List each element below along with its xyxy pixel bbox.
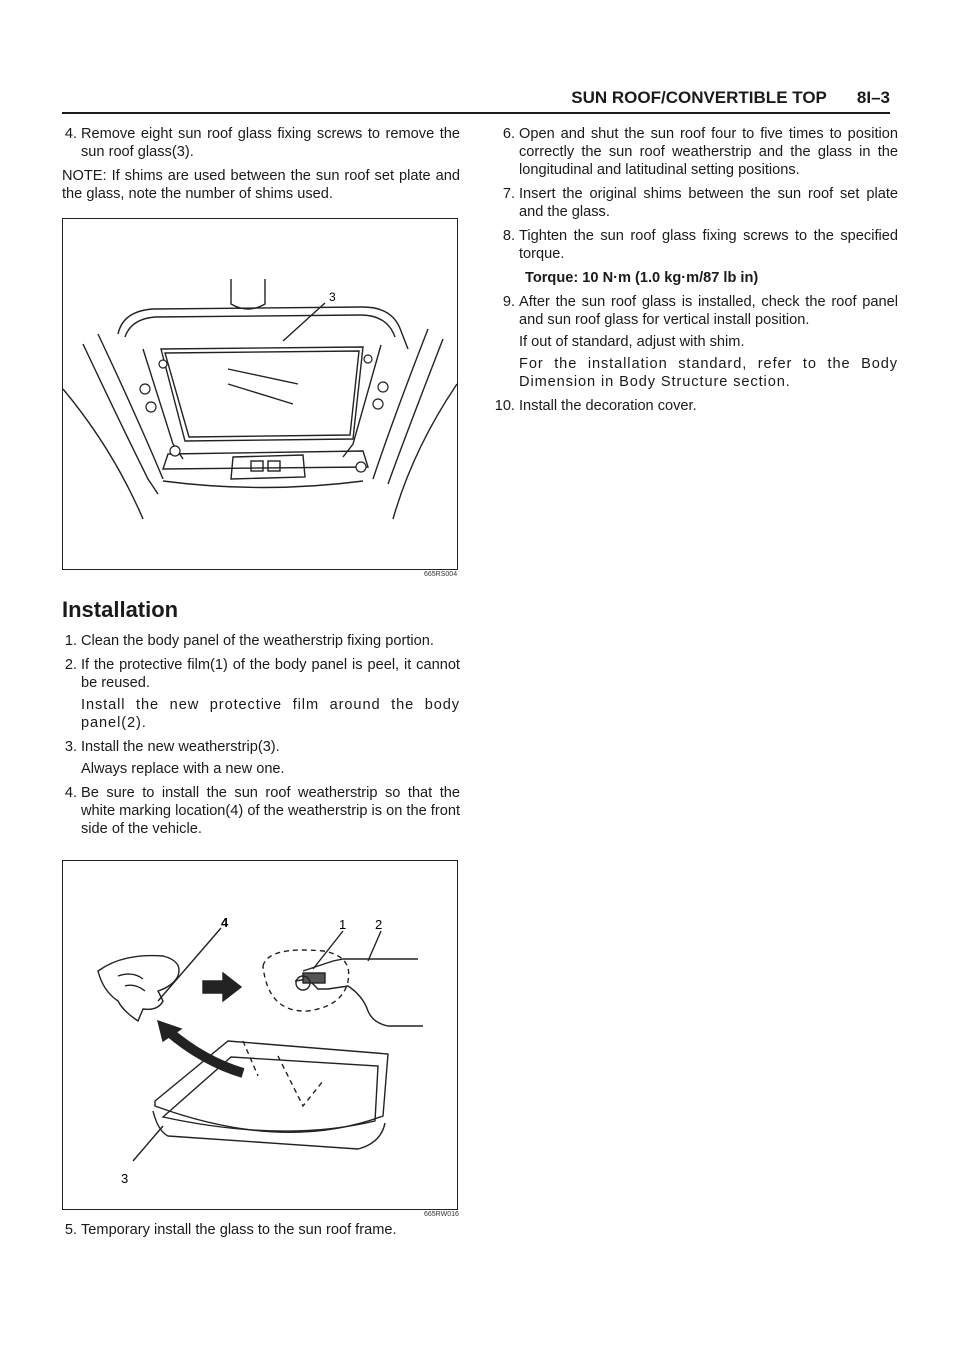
step-number: 1. [64,633,77,649]
callout-3: 3 [329,290,336,304]
note: NOTE: If shims are used between the sun roof set plate and the glass, note the number of shims used. [62,168,460,202]
step-number: 8. [502,228,515,244]
step-number: 7. [502,186,515,202]
section-title: SUN ROOF/CONVERTIBLE TOP [571,88,827,107]
step-text: Tighten the sun roof glass fixing screws to the specified torque. [519,228,898,262]
install-step-7 [500,185,898,221]
step-number: 3. [64,739,77,755]
step-text: Insert the original shims between the sun roof set plate and the glass. [519,186,898,220]
callout-1: 1 [339,917,347,932]
step-sub-text: Always replace with a new one. [81,761,285,777]
torque-spec: Torque: 10 N·m (1.0 kg·m/87 lb in) [525,270,759,286]
step-number: 4. [64,126,77,142]
install-step-4 [62,784,460,838]
step-sub-text: If out of standard, adjust with shim. [519,334,745,350]
install-step-2 [62,656,460,692]
step-number: 6. [502,126,515,142]
weatherstrip-illustration [63,861,457,1209]
figure-weatherstrip [62,860,458,1210]
installation-steps-left [62,632,460,844]
install-step-8 [500,227,898,263]
step-text: Install the new weatherstrip(3). [81,739,280,755]
step-text: Be sure to install the sun roof weatherstrip so that the white marking location(4) of the weatherstrip is on the front side of the vehicle. [81,785,460,837]
right-column [494,125,898,421]
step-text: Install the decoration cover. [519,398,697,414]
callout-4: 4 [221,915,229,930]
figure-code: 665RW016 [424,1211,459,1218]
step-text: If the protective film(1) of the body panel is peel, it cannot be reused. [81,657,460,691]
callout-3: 3 [121,1171,129,1186]
step-number: 9. [502,294,515,310]
page-header [571,88,890,108]
step-text: Temporary install the glass to the sun roof frame. [81,1222,397,1238]
step-text: After the sun roof glass is installed, check the roof panel and sun roof glass for vertical install position. [519,294,898,328]
step-number: 2. [64,657,77,673]
step-number: 5. [64,1222,77,1238]
step-text: Open and shut the sun roof four to five times to position correctly the sun roof weatherstrip and the glass in the longitudinal and latitudinal setting positions. [519,126,898,178]
install-step-6 [500,125,898,179]
step-text: Remove eight sun roof glass fixing screws to remove the sun roof glass(3). [81,126,460,160]
removal-step-4 [62,125,460,161]
step-number: 4. [64,785,77,801]
figure-sunroof-glass [62,218,458,570]
install-step-3 [62,738,460,756]
installation-step-5-container [62,1221,460,1245]
section-heading: Installation [62,597,179,622]
page-number: 8I–3 [856,88,890,107]
figure-code: 665RS004 [424,571,458,578]
sunroof-glass-illustration [63,219,457,569]
callout-2: 2 [375,917,383,932]
install-step-1 [62,632,460,650]
step-text: Clean the body panel of the weatherstrip fixing portion. [81,633,434,649]
step-number: 10. [494,398,515,414]
step-sub-text: Install the new protective film around the body panel(2). [81,697,460,731]
step-sub-text: For the installation standard, refer to the Body Dimension in Body Structure section. [519,356,898,390]
install-step-5 [62,1221,460,1239]
install-step-9 [500,293,898,329]
install-step-10 [494,397,898,415]
left-column-top [62,125,460,217]
header-rule [62,112,890,114]
